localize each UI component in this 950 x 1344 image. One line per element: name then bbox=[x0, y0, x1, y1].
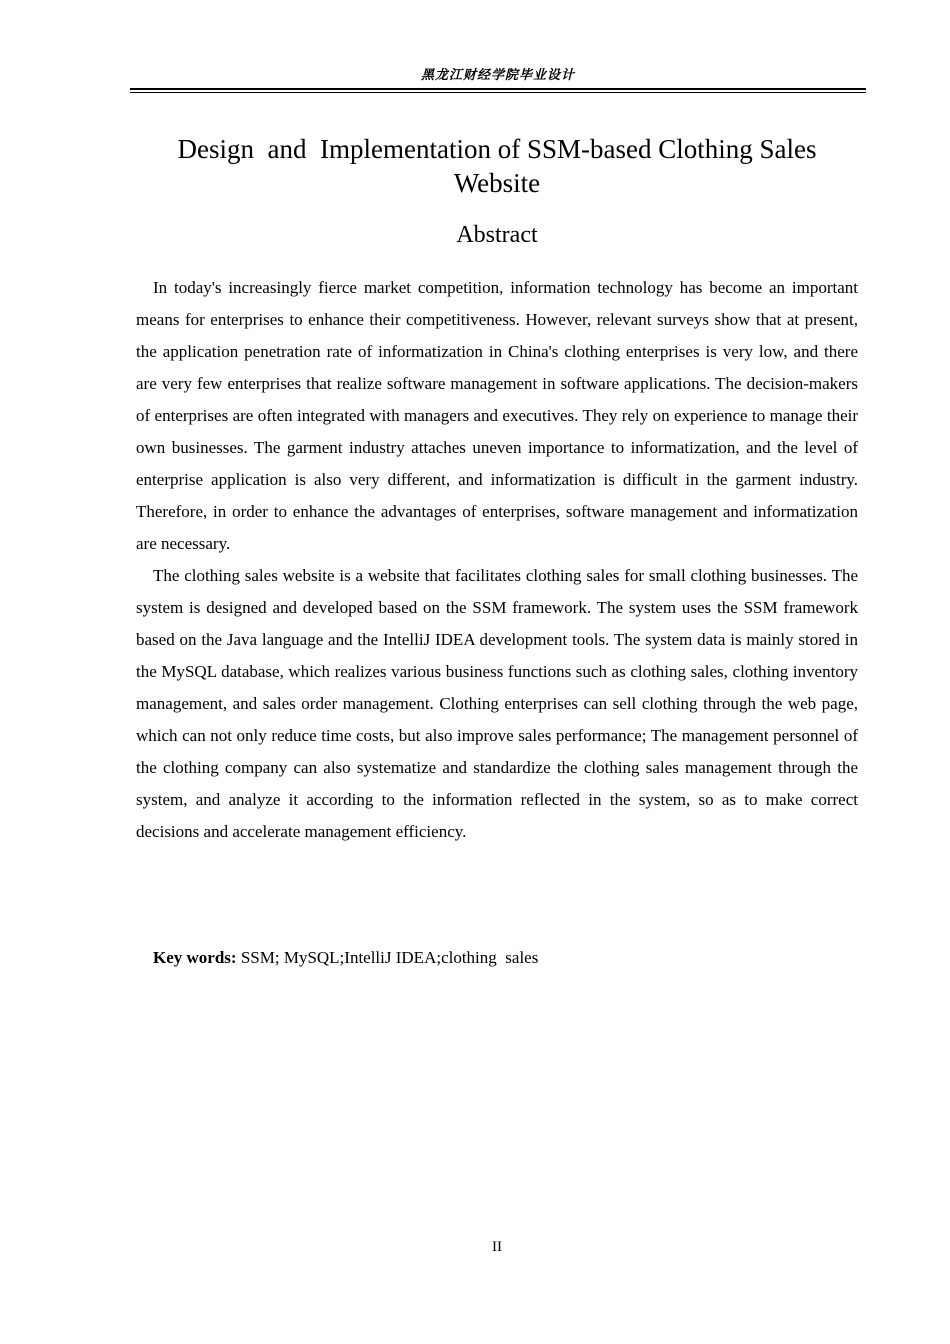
page-number: II bbox=[492, 1239, 502, 1255]
header-rule-thin bbox=[130, 92, 866, 93]
abstract-body bbox=[136, 272, 858, 848]
keywords-line bbox=[136, 942, 858, 974]
running-header: 黑龙江财经学院毕业设计 bbox=[420, 68, 575, 83]
keywords-label: Key words: bbox=[153, 948, 237, 967]
abstract-heading: Abstract bbox=[456, 222, 538, 248]
header-rule-thick bbox=[130, 88, 866, 90]
abstract-paragraph-1: In today's increasingly fierce market competition, information technology has become an important means for enterprises to enhance their competitiveness. However, relevant surveys show that at present, the application penetration rate of informatization in China's clothing enterprises is very low, and there are very few enterprises that realize software management in software applications. The decision-makers of enterprises are often integrated with managers and executives. They rely on experience to manage their own businesses. The garment industry attaches uneven importance to informatization, and the level of enterprise application is also very different, and informatization is difficult in the garment industry. Therefore, in order to enhance the advantages of enterprises, software management and informatization are necessary. bbox=[136, 278, 858, 553]
abstract-paragraph-2: The clothing sales website is a website that facilitates clothing sales for small clothing businesses. The system is designed and developed based on the SSM framework. The system uses the SSM framework based on the Java language and the IntelliJ IDEA development tools. The system data is mainly stored in the MySQL database, which realizes various business functions such as clothing sales, clothing inventory management, and sales order management. Clothing enterprises can sell clothing through the web page, which can not only reduce time costs, but also improve sales performance; The management personnel of the clothing company can also systematize and standardize the clothing sales management through the system, and analyze it according to the information reflected in the system, so as to make correct decisions and accelerate management efficiency. bbox=[136, 566, 858, 841]
keywords-value: SSM; MySQL;IntelliJ IDEA;clothing sales bbox=[236, 948, 539, 967]
document-title: Design and Implementation of SSM-based Clothing Sales Website bbox=[177, 134, 823, 198]
